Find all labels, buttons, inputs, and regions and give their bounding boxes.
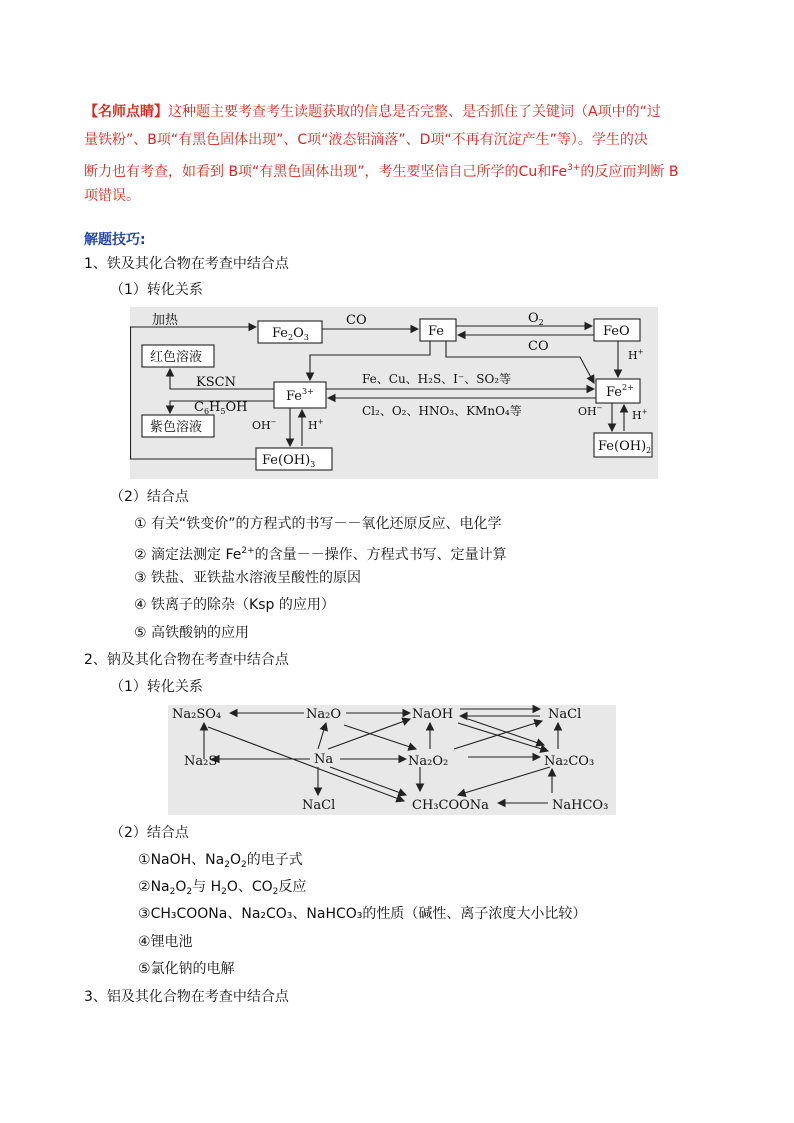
co-label-2: CO bbox=[528, 339, 549, 354]
na2s-label: Na₂S bbox=[184, 754, 218, 769]
co-label-1: CO bbox=[346, 313, 367, 328]
nahco3-label: NaHCO₃ bbox=[552, 798, 609, 813]
section2-sub2: （2）结合点 bbox=[110, 825, 189, 841]
fe-label: Fe bbox=[428, 324, 445, 339]
svg-text:H+: H+ bbox=[628, 348, 644, 362]
svg-text:Fe(OH)2: $Fe(OH)_2$ bbox=[598, 439, 652, 455]
fe2o3-label: Fe bbox=[272, 326, 289, 341]
feo-label: FeO bbox=[603, 324, 630, 339]
naoh-label: NaOH bbox=[412, 707, 454, 722]
h-plus-label-3: H bbox=[632, 409, 642, 422]
na2so4-label: Na₂SO₄ bbox=[172, 707, 222, 722]
na2o2-label: Na₂O₂ bbox=[408, 754, 449, 769]
sodium-conversion-diagram bbox=[168, 705, 616, 815]
svg-text:OH−: OH− bbox=[252, 418, 277, 432]
svg-text:Fe2+: $Fe^{2+}$ bbox=[606, 383, 634, 400]
iron-point-2: ② 滴定法测定 $Fe^{2+}$的含量－－操作、方程式书写、定量计算 bbox=[134, 546, 507, 563]
tip-line-1: 这种题主要考查考生读题获取的信息是否完整、是否抓住了关键词（A项中的“过 bbox=[168, 104, 661, 120]
heat-label: 加热 bbox=[152, 313, 179, 328]
iron-point-3: ③ 铁盐、亚铁盐水溶液呈酸性的原因 bbox=[134, 570, 362, 586]
purple-solution-label: 紫色溶液 bbox=[150, 420, 203, 435]
section3-heading: 3、铝及其化合物在考查中结合点 bbox=[84, 989, 289, 1005]
sodium-point-5: ⑤氯化钠的电解 bbox=[138, 961, 235, 977]
fe3-label: Fe bbox=[286, 389, 303, 404]
oh-minus-label-1: OH bbox=[252, 419, 271, 432]
svg-text:Fe3+: $Fe^{3+}$ bbox=[286, 387, 314, 404]
section1-sub1: （1）转化关系 bbox=[110, 282, 203, 298]
sodium-point-2: $②Na_2O_2$与 $H_2O$、$CO_2$反应 bbox=[138, 879, 307, 897]
kscn-label: KSCN bbox=[196, 375, 236, 390]
h-plus-label-2: H bbox=[308, 419, 318, 432]
svg-text:H+: H+ bbox=[308, 418, 324, 432]
o2-label: O bbox=[528, 311, 539, 326]
red-solution-label: 红色溶液 bbox=[150, 350, 203, 365]
phenol-label: C bbox=[194, 400, 204, 415]
sodium-point-4: ④锂电池 bbox=[138, 934, 193, 950]
skills-heading: 解题技巧: bbox=[84, 232, 146, 248]
svg-text:H+: H+ bbox=[632, 408, 648, 422]
feoh3-label: Fe(OH) bbox=[262, 453, 311, 468]
tip-line-2: 量铁粉”、B项“有黑色固体出现”、C项“液态铝滴落”、D项“不再有沉淀产生”等）。学生的决 bbox=[84, 132, 648, 148]
section1-heading: 1、铁及其化合物在考查中结合点 bbox=[84, 256, 289, 272]
tip-line-3b: 的反应而判断 B bbox=[580, 164, 679, 180]
iron-point-1: ① 有关“铁变价”的方程式的书写－－氧化还原反应、电化学 bbox=[134, 516, 502, 532]
tip-line-4: 项错误。 bbox=[84, 188, 140, 204]
svg-text:C6H5OH: $C_6H_5OH$ bbox=[194, 400, 248, 416]
h-plus-label-1: H bbox=[628, 349, 638, 362]
svg-text:O2: $O_2$ bbox=[528, 311, 544, 327]
svg-text:Fe2O3: $Fe_2O_3$ bbox=[272, 326, 309, 342]
nacl-bottom-label: NaCl bbox=[302, 798, 336, 813]
sodium-point-3: ③CH₃COONa、Na₂CO₃、NaHCO₃的性质（碱性、离子浓度大小比较） bbox=[138, 906, 587, 922]
tip-line-3-sup: 3+ bbox=[567, 163, 581, 173]
section2-sub1: （1）转化关系 bbox=[110, 679, 203, 695]
fe2-label: Fe bbox=[606, 385, 623, 400]
iron-point-4: ④ 铁离子的除杂（Ksp 的应用） bbox=[134, 597, 335, 613]
oxidizers-label: Cl₂、O₂、HNO₃、KMnO₄等 bbox=[362, 404, 522, 418]
tip-label: 【名师点睛】 bbox=[84, 104, 168, 120]
tip-paragraph bbox=[84, 98, 724, 210]
ch3coona-label: CH₃COONa bbox=[412, 798, 489, 813]
section2-heading: 2、钠及其化合物在考查中结合点 bbox=[84, 652, 289, 668]
oh-minus-label-2: OH bbox=[578, 405, 597, 418]
sodium-point-1: ①NaOH、$Na_2O_2$的电子式 bbox=[138, 852, 303, 870]
na2co3-label: Na₂CO₃ bbox=[544, 754, 595, 769]
iron-conversion-diagram bbox=[130, 307, 658, 479]
na-label: Na bbox=[314, 752, 334, 767]
na2o-label: Na₂O bbox=[306, 707, 341, 722]
svg-text:OH−: OH− bbox=[578, 404, 603, 418]
section1-sub2: （2）结合点 bbox=[110, 489, 189, 505]
reducers-label: Fe、Cu、H₂S、I⁻、SO₂等 bbox=[362, 372, 512, 386]
tip-line-3a: 断力也有考查，如看到 B项“有黑色固体出现”，考生要坚信自己所学的Cu和Fe bbox=[84, 164, 568, 180]
iron-point-5: ⑤ 高铁酸钠的应用 bbox=[134, 625, 250, 641]
nacl-top-label: NaCl bbox=[548, 707, 582, 722]
svg-text:Fe(OH)3: $Fe(OH)_3$ bbox=[262, 453, 316, 469]
feoh2-label: Fe(OH) bbox=[598, 439, 647, 454]
